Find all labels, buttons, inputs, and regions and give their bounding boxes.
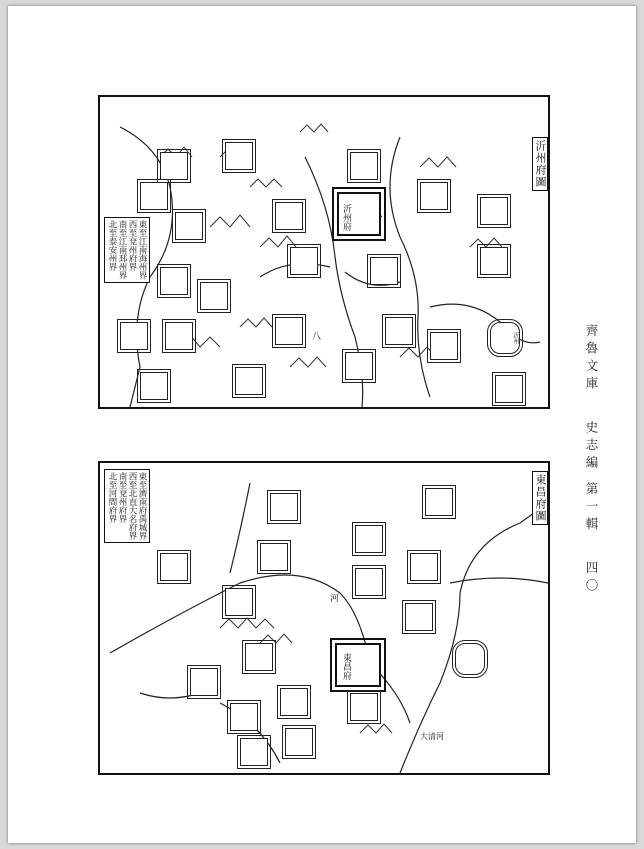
county-marker [405, 603, 433, 631]
county-marker [495, 375, 523, 403]
county-marker [165, 322, 193, 350]
county-marker [140, 372, 168, 400]
series-title: 齊魯文庫 [584, 324, 599, 394]
side-caption [582, 324, 600, 596]
county-marker [225, 588, 253, 616]
legend-line: 北至河間府界 [107, 472, 117, 523]
prefecture-map-bottom [98, 461, 550, 775]
map-title: 東昌府圖 [532, 471, 548, 525]
county-marker [225, 142, 253, 170]
section-title: 史志編 [584, 420, 599, 473]
county-marker [160, 267, 188, 295]
map-title: 沂州府圖 [532, 137, 548, 191]
county-marker [140, 182, 168, 210]
county-marker [120, 322, 148, 350]
legend-line: 西至兗州府界 [127, 220, 137, 271]
county-marker [455, 643, 485, 675]
county-marker [425, 488, 453, 516]
county-marker [480, 197, 508, 225]
prefecture-map-top [98, 95, 550, 409]
county-marker [270, 493, 298, 521]
county-marker [285, 728, 313, 756]
county-marker [370, 257, 398, 285]
county-marker [385, 317, 413, 345]
marked-county-label: 沂州 [512, 332, 519, 344]
county-marker [160, 553, 188, 581]
legend-line: 東至濟南府禹城界 [137, 472, 147, 540]
county-marker [275, 317, 303, 345]
county-marker [345, 352, 373, 380]
page-number: 四〇 [584, 560, 599, 596]
county-marker [290, 247, 318, 275]
legend-line: 東至江南海州界 [137, 220, 147, 280]
county-marker [235, 367, 263, 395]
map-label: 河 [330, 594, 340, 604]
county-marker [420, 182, 448, 210]
map-drawing-bottom [100, 463, 548, 773]
county-marker [480, 247, 508, 275]
prefecture-seat-label: 沂州府 [341, 204, 351, 231]
county-marker [190, 668, 218, 696]
county-marker [275, 202, 303, 230]
county-marker [240, 738, 268, 766]
county-marker [245, 643, 273, 671]
prefecture-seat-label: 東昌府 [341, 653, 351, 680]
county-marker [350, 693, 378, 721]
map-legend [104, 469, 150, 543]
county-marker [355, 525, 383, 553]
county-marker [160, 152, 188, 180]
county-marker [200, 282, 228, 310]
county-marker [175, 212, 203, 240]
document-page [8, 6, 636, 843]
county-marker-yizhou [490, 322, 520, 354]
county-marker [350, 152, 378, 180]
county-marker [430, 332, 458, 360]
map-label: 大清河 [420, 732, 444, 741]
legend-line: 北至泰安州界 [107, 220, 117, 271]
map-label: 八 [312, 332, 322, 342]
county-marker [280, 688, 308, 716]
county-marker [355, 568, 383, 596]
volume-title: 第一輯 [584, 481, 599, 535]
county-marker [260, 543, 288, 571]
county-marker [410, 553, 438, 581]
legend-line: 西至北直大名府界 [127, 472, 137, 540]
county-marker [230, 703, 258, 731]
map-legend [104, 217, 150, 283]
legend-line: 南至江南邳州界 [117, 220, 127, 280]
legend-line: 南至兗州府界 [117, 472, 127, 523]
